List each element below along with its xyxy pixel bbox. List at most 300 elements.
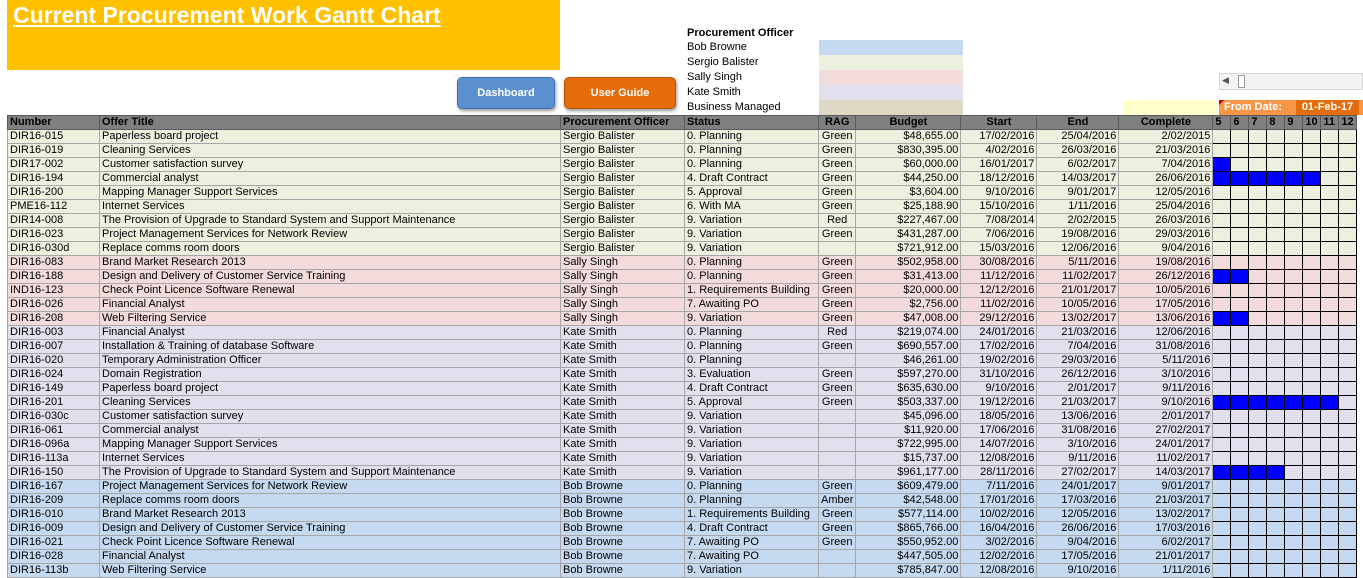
cell-rag[interactable] (819, 354, 856, 368)
cell-complete[interactable]: 9/11/2016 (1119, 382, 1213, 396)
cell-status[interactable]: 4. Draft Contract (685, 382, 819, 396)
cell-start[interactable]: 7/06/2016 (961, 228, 1037, 242)
cell-offer-title[interactable]: Internet Services (100, 200, 561, 214)
cell-number[interactable]: DIR16-201 (8, 396, 100, 410)
cell-status[interactable]: 9. Variation (685, 228, 819, 242)
cell-start[interactable]: 17/06/2016 (961, 424, 1037, 438)
cell-end[interactable]: 9/04/2016 (1037, 536, 1119, 550)
user-guide-button[interactable]: User Guide (564, 77, 676, 109)
cell-end[interactable]: 26/06/2016 (1037, 522, 1119, 536)
cell-start[interactable]: 16/04/2016 (961, 522, 1037, 536)
cell-number[interactable]: DIR16-113b (8, 564, 100, 578)
cell-procurement-officer[interactable]: Kate Smith (561, 326, 685, 340)
cell-rag[interactable]: Green (819, 256, 856, 270)
cell-budget[interactable]: $44,250.00 (856, 172, 961, 186)
cell-start[interactable]: 15/10/2016 (961, 200, 1037, 214)
cell-rag[interactable] (819, 466, 856, 480)
cell-end[interactable]: 26/03/2016 (1037, 144, 1119, 158)
cell-budget[interactable]: $42,548.00 (856, 494, 961, 508)
cell-status[interactable]: 0. Planning (685, 144, 819, 158)
cell-end[interactable]: 26/12/2016 (1037, 368, 1119, 382)
cell-offer-title[interactable]: Project Management Services for Network Review (100, 228, 561, 242)
column-header[interactable]: Number (8, 116, 100, 130)
column-header[interactable]: Complete (1119, 116, 1213, 130)
cell-offer-title[interactable]: Paperless board project (100, 130, 561, 144)
cell-complete[interactable]: 25/04/2016 (1119, 200, 1213, 214)
cell-complete[interactable]: 11/02/2017 (1119, 452, 1213, 466)
cell-offer-title[interactable]: Commercial analyst (100, 172, 561, 186)
cell-number[interactable]: DIR16-188 (8, 270, 100, 284)
cell-end[interactable]: 2/01/2017 (1037, 382, 1119, 396)
cell-procurement-officer[interactable]: Sergio Balister (561, 130, 685, 144)
cell-procurement-officer[interactable]: Kate Smith (561, 424, 685, 438)
cell-end[interactable]: 17/05/2016 (1037, 550, 1119, 564)
cell-offer-title[interactable]: Financial Analyst (100, 326, 561, 340)
cell-procurement-officer[interactable]: Kate Smith (561, 452, 685, 466)
cell-number[interactable]: DIR16-200 (8, 186, 100, 200)
cell-budget[interactable]: $2,756.00 (856, 298, 961, 312)
cell-status[interactable]: 0. Planning (685, 354, 819, 368)
cell-start[interactable]: 4/02/2016 (961, 144, 1037, 158)
cell-budget[interactable]: $721,912.00 (856, 242, 961, 256)
cell-budget[interactable]: $635,630.00 (856, 382, 961, 396)
cell-rag[interactable]: Green (819, 522, 856, 536)
cell-start[interactable]: 16/01/2017 (961, 158, 1037, 172)
cell-budget[interactable]: $11,920.00 (856, 424, 961, 438)
cell-rag[interactable]: Red (819, 214, 856, 228)
cell-offer-title[interactable]: Installation & Training of database Software (100, 340, 561, 354)
cell-procurement-officer[interactable]: Sergio Balister (561, 186, 685, 200)
cell-number[interactable]: DIR16-061 (8, 424, 100, 438)
cell-budget[interactable]: $20,000.00 (856, 284, 961, 298)
cell-complete[interactable]: 21/01/2017 (1119, 550, 1213, 564)
cell-status[interactable]: 0. Planning (685, 256, 819, 270)
cell-complete[interactable]: 1/11/2016 (1119, 564, 1213, 578)
cell-complete[interactable]: 21/03/2016 (1119, 144, 1213, 158)
cell-status[interactable]: 9. Variation (685, 214, 819, 228)
cell-start[interactable]: 12/12/2016 (961, 284, 1037, 298)
cell-start[interactable]: 19/12/2016 (961, 396, 1037, 410)
cell-complete[interactable]: 6/02/2017 (1119, 536, 1213, 550)
cell-complete[interactable]: 13/06/2016 (1119, 312, 1213, 326)
cell-offer-title[interactable]: Temporary Administration Officer (100, 354, 561, 368)
cell-end[interactable]: 19/08/2016 (1037, 228, 1119, 242)
cell-procurement-officer[interactable]: Bob Browne (561, 480, 685, 494)
cell-rag[interactable]: Green (819, 396, 856, 410)
cell-rag[interactable]: Green (819, 480, 856, 494)
cell-start[interactable]: 7/11/2016 (961, 480, 1037, 494)
cell-rag[interactable]: Green (819, 228, 856, 242)
cell-procurement-officer[interactable]: Sally Singh (561, 298, 685, 312)
cell-rag[interactable]: Green (819, 312, 856, 326)
scroll-left-arrow-icon[interactable]: ◀ (1222, 75, 1229, 85)
cell-end[interactable]: 7/04/2016 (1037, 340, 1119, 354)
cell-offer-title[interactable]: Brand Market Research 2013 (100, 256, 561, 270)
cell-end[interactable]: 31/08/2016 (1037, 424, 1119, 438)
dashboard-button[interactable]: Dashboard (457, 77, 555, 109)
cell-end[interactable]: 9/10/2016 (1037, 564, 1119, 578)
cell-number[interactable]: DIR16-149 (8, 382, 100, 396)
cell-start[interactable]: 24/01/2016 (961, 326, 1037, 340)
cell-start[interactable]: 11/02/2016 (961, 298, 1037, 312)
cell-complete[interactable]: 12/05/2016 (1119, 186, 1213, 200)
cell-end[interactable]: 1/11/2016 (1037, 200, 1119, 214)
cell-status[interactable]: 9. Variation (685, 424, 819, 438)
cell-end[interactable]: 2/02/2015 (1037, 214, 1119, 228)
cell-rag[interactable]: Amber (819, 494, 856, 508)
cell-budget[interactable]: $15,737.00 (856, 452, 961, 466)
cell-offer-title[interactable]: Mapping Manager Support Services (100, 186, 561, 200)
cell-status[interactable]: 7. Awaiting PO (685, 550, 819, 564)
cell-status[interactable]: 1. Requirements Building (685, 284, 819, 298)
cell-start[interactable]: 3/02/2016 (961, 536, 1037, 550)
cell-number[interactable]: DIR14-008 (8, 214, 100, 228)
cell-end[interactable]: 6/02/2017 (1037, 158, 1119, 172)
cell-end[interactable]: 5/11/2016 (1037, 256, 1119, 270)
cell-end[interactable]: 12/05/2016 (1037, 508, 1119, 522)
cell-offer-title[interactable]: Check Point Licence Software Renewal (100, 536, 561, 550)
cell-number[interactable]: DIR16-021 (8, 536, 100, 550)
cell-complete[interactable]: 12/06/2016 (1119, 326, 1213, 340)
column-header[interactable]: Procurement Officer (561, 116, 685, 130)
cell-number[interactable]: DIR16-007 (8, 340, 100, 354)
cell-complete[interactable]: 9/10/2016 (1119, 396, 1213, 410)
cell-procurement-officer[interactable]: Sergio Balister (561, 158, 685, 172)
cell-budget[interactable]: $47,008.00 (856, 312, 961, 326)
cell-number[interactable]: DIR16-194 (8, 172, 100, 186)
cell-offer-title[interactable]: Design and Delivery of Customer Service Training (100, 270, 561, 284)
cell-status[interactable]: 0. Planning (685, 326, 819, 340)
cell-offer-title[interactable]: Replace comms room doors (100, 494, 561, 508)
cell-complete[interactable]: 17/03/2016 (1119, 522, 1213, 536)
cell-rag[interactable]: Green (819, 368, 856, 382)
cell-end[interactable]: 12/06/2016 (1037, 242, 1119, 256)
cell-number[interactable]: DIR16-023 (8, 228, 100, 242)
cell-procurement-officer[interactable]: Sergio Balister (561, 228, 685, 242)
cell-offer-title[interactable]: Brand Market Research 2013 (100, 508, 561, 522)
cell-budget[interactable]: $227,467.00 (856, 214, 961, 228)
cell-start[interactable]: 28/11/2016 (961, 466, 1037, 480)
cell-complete[interactable]: 26/12/2016 (1119, 270, 1213, 284)
cell-status[interactable]: 9. Variation (685, 438, 819, 452)
cell-number[interactable]: IND16-123 (8, 284, 100, 298)
cell-status[interactable]: 0. Planning (685, 340, 819, 354)
cell-budget[interactable]: $3,604.00 (856, 186, 961, 200)
cell-number[interactable]: DIR16-010 (8, 508, 100, 522)
cell-number[interactable]: DIR16-167 (8, 480, 100, 494)
cell-budget[interactable]: $219,074.00 (856, 326, 961, 340)
cell-offer-title[interactable]: Financial Analyst (100, 550, 561, 564)
cell-number[interactable]: DIR16-019 (8, 144, 100, 158)
cell-status[interactable]: 7. Awaiting PO (685, 536, 819, 550)
cell-start[interactable]: 29/12/2016 (961, 312, 1037, 326)
cell-procurement-officer[interactable]: Sally Singh (561, 256, 685, 270)
cell-number[interactable]: DIR16-015 (8, 130, 100, 144)
cell-budget[interactable]: $830,395.00 (856, 144, 961, 158)
cell-procurement-officer[interactable]: Kate Smith (561, 354, 685, 368)
cell-end[interactable]: 17/03/2016 (1037, 494, 1119, 508)
cell-complete[interactable]: 24/01/2017 (1119, 438, 1213, 452)
cell-start[interactable]: 19/02/2016 (961, 354, 1037, 368)
cell-offer-title[interactable]: Check Point Licence Software Renewal (100, 284, 561, 298)
cell-offer-title[interactable]: Project Management Services for Network Review (100, 480, 561, 494)
cell-budget[interactable]: $31,413.00 (856, 270, 961, 284)
cell-rag[interactable]: Green (819, 130, 856, 144)
cell-rag[interactable]: Green (819, 508, 856, 522)
cell-offer-title[interactable]: Web Filtering Service (100, 312, 561, 326)
cell-number[interactable]: DIR16-020 (8, 354, 100, 368)
column-header[interactable]: End (1037, 116, 1119, 130)
cell-end[interactable]: 10/05/2016 (1037, 298, 1119, 312)
cell-offer-title[interactable]: Paperless board project (100, 382, 561, 396)
cell-rag[interactable] (819, 424, 856, 438)
cell-budget[interactable]: $577,114.00 (856, 508, 961, 522)
cell-end[interactable]: 14/03/2017 (1037, 172, 1119, 186)
cell-procurement-officer[interactable]: Bob Browne (561, 550, 685, 564)
cell-start[interactable]: 10/02/2016 (961, 508, 1037, 522)
cell-rag[interactable]: Green (819, 200, 856, 214)
cell-start[interactable]: 9/10/2016 (961, 186, 1037, 200)
cell-offer-title[interactable]: Commercial analyst (100, 424, 561, 438)
cell-offer-title[interactable]: Cleaning Services (100, 144, 561, 158)
cell-start[interactable]: 31/10/2016 (961, 368, 1037, 382)
cell-status[interactable]: 9. Variation (685, 312, 819, 326)
cell-budget[interactable]: $690,557.00 (856, 340, 961, 354)
cell-budget[interactable]: $865,766.00 (856, 522, 961, 536)
cell-status[interactable]: 4. Draft Contract (685, 522, 819, 536)
cell-rag[interactable]: Green (819, 298, 856, 312)
cell-start[interactable]: 7/08/2014 (961, 214, 1037, 228)
cell-procurement-officer[interactable]: Sergio Balister (561, 172, 685, 186)
cell-budget[interactable]: $60,000.00 (856, 158, 961, 172)
cell-budget[interactable]: $502,958.00 (856, 256, 961, 270)
cell-start[interactable]: 30/08/2016 (961, 256, 1037, 270)
cell-end[interactable]: 11/02/2017 (1037, 270, 1119, 284)
cell-complete[interactable]: 26/03/2016 (1119, 214, 1213, 228)
cell-start[interactable]: 15/03/2016 (961, 242, 1037, 256)
cell-start[interactable]: 12/02/2016 (961, 550, 1037, 564)
cell-start[interactable]: 12/08/2016 (961, 564, 1037, 578)
cell-start[interactable]: 18/05/2016 (961, 410, 1037, 424)
cell-start[interactable]: 17/02/2016 (961, 130, 1037, 144)
cell-start[interactable]: 11/12/2016 (961, 270, 1037, 284)
cell-complete[interactable]: 21/03/2017 (1119, 494, 1213, 508)
cell-complete[interactable]: 14/03/2017 (1119, 466, 1213, 480)
cell-budget[interactable]: $961,177.00 (856, 466, 961, 480)
cell-status[interactable]: 0. Planning (685, 158, 819, 172)
cell-offer-title[interactable]: Web Filtering Service (100, 564, 561, 578)
cell-complete[interactable]: 13/02/2017 (1119, 508, 1213, 522)
cell-procurement-officer[interactable]: Sergio Balister (561, 200, 685, 214)
cell-procurement-officer[interactable]: Kate Smith (561, 410, 685, 424)
cell-number[interactable]: DIR16-208 (8, 312, 100, 326)
cell-end[interactable]: 29/03/2016 (1037, 354, 1119, 368)
column-header[interactable]: Budget (856, 116, 961, 130)
cell-start[interactable]: 14/07/2016 (961, 438, 1037, 452)
cell-number[interactable]: DIR16-003 (8, 326, 100, 340)
cell-number[interactable]: DIR16-209 (8, 494, 100, 508)
column-header[interactable]: Status (685, 116, 819, 130)
cell-status[interactable]: 9. Variation (685, 410, 819, 424)
cell-budget[interactable]: $48,655.00 (856, 130, 961, 144)
cell-status[interactable]: 0. Planning (685, 130, 819, 144)
cell-end[interactable]: 21/03/2016 (1037, 326, 1119, 340)
cell-status[interactable]: 9. Variation (685, 564, 819, 578)
cell-start[interactable]: 17/02/2016 (961, 340, 1037, 354)
column-header[interactable]: RAG (819, 116, 856, 130)
cell-offer-title[interactable]: Internet Services (100, 452, 561, 466)
cell-end[interactable]: 9/01/2017 (1037, 186, 1119, 200)
cell-end[interactable]: 27/02/2017 (1037, 466, 1119, 480)
cell-offer-title[interactable]: The Provision of Upgrade to Standard System and Support Maintenance (100, 214, 561, 228)
cell-status[interactable]: 1. Requirements Building (685, 508, 819, 522)
cell-procurement-officer[interactable]: Sergio Balister (561, 242, 685, 256)
cell-procurement-officer[interactable]: Sergio Balister (561, 214, 685, 228)
cell-status[interactable]: 7. Awaiting PO (685, 298, 819, 312)
cell-number[interactable]: DIR17-002 (8, 158, 100, 172)
cell-complete[interactable]: 9/04/2016 (1119, 242, 1213, 256)
cell-status[interactable]: 0. Planning (685, 270, 819, 284)
cell-complete[interactable]: 10/05/2016 (1119, 284, 1213, 298)
cell-end[interactable]: 9/11/2016 (1037, 452, 1119, 466)
cell-complete[interactable]: 26/06/2016 (1119, 172, 1213, 186)
cell-complete[interactable]: 29/03/2016 (1119, 228, 1213, 242)
cell-end[interactable]: 3/10/2016 (1037, 438, 1119, 452)
cell-complete[interactable]: 3/10/2016 (1119, 368, 1213, 382)
cell-offer-title[interactable]: Design and Delivery of Customer Service Training (100, 522, 561, 536)
cell-procurement-officer[interactable]: Bob Browne (561, 564, 685, 578)
cell-number[interactable]: PME16-112 (8, 200, 100, 214)
cell-offer-title[interactable]: Domain Registration (100, 368, 561, 382)
cell-status[interactable]: 0. Planning (685, 480, 819, 494)
cell-start[interactable]: 12/08/2016 (961, 452, 1037, 466)
cell-end[interactable]: 24/01/2017 (1037, 480, 1119, 494)
cell-budget[interactable]: $46,261.00 (856, 354, 961, 368)
cell-complete[interactable]: 9/01/2017 (1119, 480, 1213, 494)
cell-procurement-officer[interactable]: Kate Smith (561, 466, 685, 480)
cell-procurement-officer[interactable]: Bob Browne (561, 522, 685, 536)
cell-budget[interactable]: $503,337.00 (856, 396, 961, 410)
cell-complete[interactable]: 19/08/2016 (1119, 256, 1213, 270)
cell-number[interactable]: DIR16-009 (8, 522, 100, 536)
cell-offer-title[interactable]: Customer satisfaction survey (100, 158, 561, 172)
cell-start[interactable]: 17/01/2016 (961, 494, 1037, 508)
cell-budget[interactable]: $785,847.00 (856, 564, 961, 578)
cell-budget[interactable]: $722,995.00 (856, 438, 961, 452)
cell-rag[interactable] (819, 452, 856, 466)
cell-rag[interactable]: Green (819, 186, 856, 200)
cell-offer-title[interactable]: Cleaning Services (100, 396, 561, 410)
cell-offer-title[interactable]: Financial Analyst (100, 298, 561, 312)
cell-status[interactable]: 5. Approval (685, 396, 819, 410)
cell-rag[interactable] (819, 550, 856, 564)
cell-number[interactable]: DIR16-030d (8, 242, 100, 256)
cell-end[interactable]: 25/04/2016 (1037, 130, 1119, 144)
cell-procurement-officer[interactable]: Sally Singh (561, 284, 685, 298)
cell-rag[interactable] (819, 438, 856, 452)
cell-rag[interactable]: Green (819, 172, 856, 186)
cell-rag[interactable] (819, 242, 856, 256)
cell-complete[interactable]: 2/01/2017 (1119, 410, 1213, 424)
cell-end[interactable]: 13/02/2017 (1037, 312, 1119, 326)
cell-procurement-officer[interactable]: Sally Singh (561, 270, 685, 284)
cell-complete[interactable]: 31/08/2016 (1119, 340, 1213, 354)
cell-status[interactable]: 3. Evaluation (685, 368, 819, 382)
cell-status[interactable]: 9. Variation (685, 452, 819, 466)
cell-procurement-officer[interactable]: Sergio Balister (561, 144, 685, 158)
cell-complete[interactable]: 2/02/2015 (1119, 130, 1213, 144)
cell-status[interactable]: 4. Draft Contract (685, 172, 819, 186)
cell-rag[interactable]: Green (819, 382, 856, 396)
cell-budget[interactable]: $431,287.00 (856, 228, 961, 242)
cell-procurement-officer[interactable]: Bob Browne (561, 508, 685, 522)
cell-offer-title[interactable]: Customer satisfaction survey (100, 410, 561, 424)
cell-rag[interactable]: Green (819, 284, 856, 298)
cell-number[interactable]: DIR16-030c (8, 410, 100, 424)
cell-number[interactable]: DIR16-026 (8, 298, 100, 312)
cell-complete[interactable]: 17/05/2016 (1119, 298, 1213, 312)
cell-budget[interactable]: $45,096.00 (856, 410, 961, 424)
cell-start[interactable]: 9/10/2016 (961, 382, 1037, 396)
cell-procurement-officer[interactable]: Sally Singh (561, 312, 685, 326)
cell-rag[interactable] (819, 564, 856, 578)
cell-offer-title[interactable]: Replace comms room doors (100, 242, 561, 256)
column-header[interactable]: Start (961, 116, 1037, 130)
scrollbar-thumb[interactable] (1238, 75, 1245, 88)
cell-complete[interactable]: 27/02/2017 (1119, 424, 1213, 438)
cell-number[interactable]: DIR16-150 (8, 466, 100, 480)
cell-procurement-officer[interactable]: Kate Smith (561, 382, 685, 396)
cell-budget[interactable]: $609,479.00 (856, 480, 961, 494)
cell-status[interactable]: 5. Approval (685, 186, 819, 200)
cell-offer-title[interactable]: The Provision of Upgrade to Standard System and Support Maintenance (100, 466, 561, 480)
cell-offer-title[interactable]: Mapping Manager Support Services (100, 438, 561, 452)
cell-rag[interactable]: Green (819, 158, 856, 172)
cell-status[interactable]: 6. With MA (685, 200, 819, 214)
column-header[interactable]: Offer Title (100, 116, 561, 130)
cell-budget[interactable]: $447,505.00 (856, 550, 961, 564)
cell-procurement-officer[interactable]: Kate Smith (561, 340, 685, 354)
cell-complete[interactable]: 5/11/2016 (1119, 354, 1213, 368)
cell-status[interactable]: 0. Planning (685, 494, 819, 508)
cell-rag[interactable] (819, 410, 856, 424)
cell-start[interactable]: 18/12/2016 (961, 172, 1037, 186)
cell-number[interactable]: DIR16-083 (8, 256, 100, 270)
cell-procurement-officer[interactable]: Kate Smith (561, 396, 685, 410)
cell-number[interactable]: DIR16-028 (8, 550, 100, 564)
cell-end[interactable]: 13/06/2016 (1037, 410, 1119, 424)
cell-number[interactable]: DIR16-096a (8, 438, 100, 452)
cell-procurement-officer[interactable]: Kate Smith (561, 438, 685, 452)
from-date-value[interactable]: 01-Feb-17 (1296, 100, 1359, 115)
cell-rag[interactable]: Green (819, 144, 856, 158)
cell-number[interactable]: DIR16-113a (8, 452, 100, 466)
cell-end[interactable]: 21/03/2017 (1037, 396, 1119, 410)
cell-budget[interactable]: $597,270.00 (856, 368, 961, 382)
cell-procurement-officer[interactable]: Kate Smith (561, 368, 685, 382)
cell-budget[interactable]: $25,188.90 (856, 200, 961, 214)
cell-rag[interactable]: Green (819, 270, 856, 284)
cell-budget[interactable]: $550,952.00 (856, 536, 961, 550)
gantt-scrollbar[interactable] (1219, 73, 1363, 90)
cell-status[interactable]: 9. Variation (685, 242, 819, 256)
cell-end[interactable]: 21/01/2017 (1037, 284, 1119, 298)
cell-rag[interactable]: Green (819, 340, 856, 354)
cell-procurement-officer[interactable]: Bob Browne (561, 536, 685, 550)
cell-rag[interactable]: Red (819, 326, 856, 340)
cell-number[interactable]: DIR16-024 (8, 368, 100, 382)
cell-complete[interactable]: 7/04/2016 (1119, 158, 1213, 172)
